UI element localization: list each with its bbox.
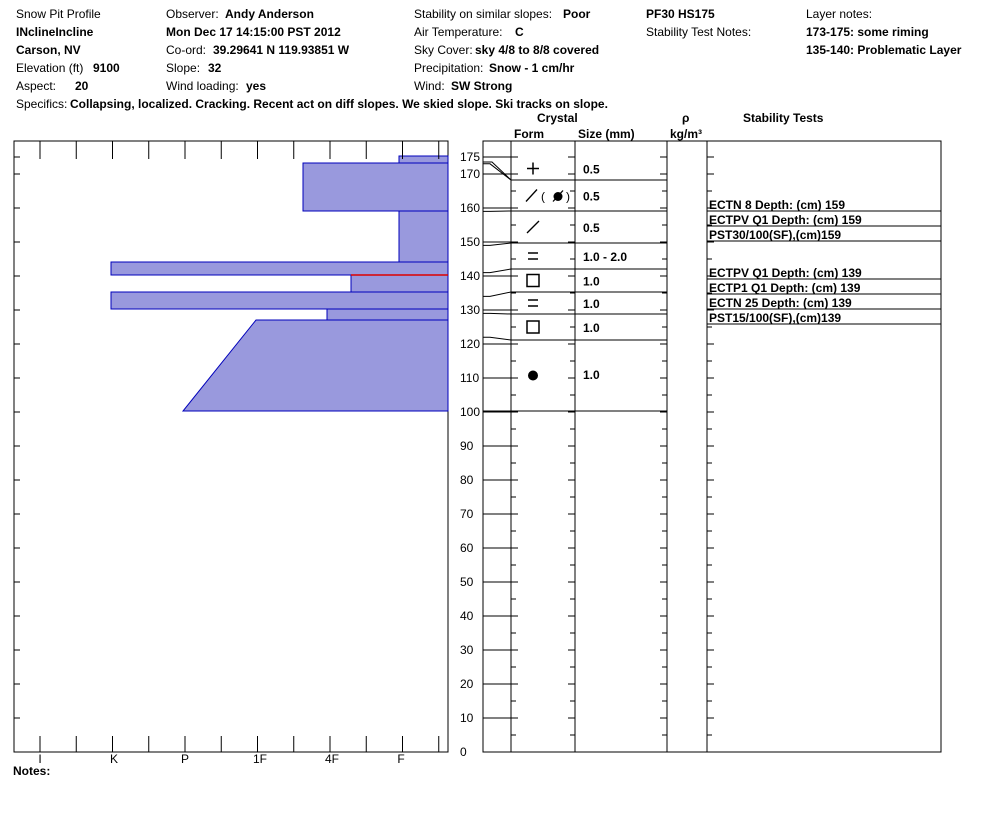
- crystal-size: 1.0: [583, 297, 600, 311]
- square-icon: [527, 321, 539, 333]
- stability-tests-header: Stability Tests: [743, 111, 824, 125]
- hardness-layer: [183, 320, 448, 411]
- specifics-label: Specifics:: [16, 97, 68, 111]
- layer-connector: [483, 243, 511, 245]
- stability-test: ECTN 25 Depth: (cm) 139: [709, 296, 852, 310]
- rho-unit-header: kg/m³: [670, 127, 703, 141]
- height-tick-label: 110: [460, 371, 480, 385]
- precip-value: Snow - 1 cm/hr: [489, 61, 575, 75]
- crystal-size: 0.5: [583, 162, 600, 177]
- aspect-value: 20: [75, 79, 89, 93]
- slash-paren-dot-icon: [526, 190, 570, 204]
- sky-label: Sky Cover:: [414, 43, 473, 57]
- elevation-label: Elevation (ft): [16, 61, 84, 75]
- crystal-header: Crystal: [537, 111, 578, 125]
- height-tick-label: 150: [460, 235, 481, 249]
- precip-label: Precipitation:: [414, 61, 484, 75]
- height-tick-label: 90: [460, 439, 474, 453]
- wind-label: Wind:: [414, 79, 445, 93]
- svg-text:(: (: [541, 189, 545, 204]
- height-tick-label: 160: [460, 201, 481, 215]
- size-header: Size (mm): [578, 127, 635, 141]
- height-tick-label: 130: [460, 303, 481, 317]
- slope-value: 32: [208, 61, 222, 75]
- plus-icon: [527, 163, 539, 175]
- dot-icon: [528, 371, 538, 381]
- air-temp-value: C: [515, 25, 524, 39]
- hardness-layer: [111, 292, 448, 309]
- layer-notes-label: Layer notes:: [806, 7, 873, 21]
- pf-hs: PF30 HS175: [646, 7, 715, 21]
- stability-test: ECTPV Q1 Depth: (cm) 139: [709, 266, 862, 280]
- crystal-size: 0.5: [583, 221, 600, 235]
- height-tick-label: 60: [460, 541, 474, 555]
- hardness-label: 4F: [324, 752, 340, 766]
- height-tick-label: 30: [460, 643, 474, 657]
- height-tick-label: 40: [460, 609, 474, 623]
- height-tick-label: 50: [460, 575, 474, 589]
- height-tick-label: 140: [460, 269, 481, 283]
- hardness-layer: [111, 262, 448, 275]
- stability-test: PST15/100(SF),(cm)139: [709, 311, 842, 325]
- crystal-size: 1.0: [583, 321, 600, 335]
- hardness-layer: [327, 309, 448, 320]
- height-tick-label: 120: [460, 337, 481, 351]
- slope-label: Slope:: [166, 61, 201, 75]
- stability-test: PST30/100(SF),(cm)159: [709, 228, 842, 242]
- form-header: Form: [514, 127, 544, 141]
- hardness-layer: [303, 163, 448, 211]
- observer-value: Andy Anderson: [225, 7, 314, 21]
- stability-label: Stability on similar slopes:: [414, 7, 553, 21]
- hardness-label: P: [180, 752, 190, 766]
- observer-label: Observer:: [166, 7, 219, 21]
- height-tick-label: 170: [460, 167, 481, 181]
- hardness-label: K: [109, 752, 119, 766]
- height-tick-label: 80: [460, 473, 474, 487]
- location: INclineIncline: [16, 25, 94, 39]
- region: Carson, NV: [16, 43, 81, 57]
- equals-icon: [528, 300, 538, 306]
- stability-notes-label: Stability Test Notes:: [646, 25, 752, 39]
- height-tick-label: 10: [460, 711, 474, 725]
- hardness-label: 1F: [252, 752, 268, 766]
- height-tick-label: 175: [460, 150, 481, 164]
- height-tick-label: 70: [460, 507, 474, 521]
- hardness-ticks: [40, 141, 439, 752]
- hardness-label: F: [397, 752, 405, 766]
- stability-test: ECTN 8 Depth: (cm) 159: [709, 198, 846, 212]
- layer-connector: [483, 292, 511, 296]
- wind-loading-label: Wind loading:: [166, 79, 239, 93]
- slash-icon: [527, 221, 539, 233]
- hardness-profile: [111, 156, 448, 411]
- wind-value: SW Strong: [451, 79, 513, 93]
- crystal-size: 1.0: [583, 368, 600, 382]
- svg-text:): ): [566, 189, 570, 204]
- hardness-axis: [38, 752, 404, 766]
- layer-note: 173-175: some riming: [806, 25, 929, 39]
- equals-icon: [528, 253, 538, 259]
- height-axis: [14, 150, 714, 759]
- profile-title: Snow Pit Profile: [16, 7, 101, 21]
- stability-test: ECTPV Q1 Depth: (cm) 159: [709, 213, 862, 227]
- datetime: Mon Dec 17 14:15:00 PST 2012: [166, 25, 341, 39]
- height-tick-label: 0: [460, 745, 467, 759]
- height-tick-label: 20: [460, 677, 474, 691]
- notes-label: Notes:: [13, 764, 51, 778]
- layer-connector: [483, 269, 511, 273]
- layer-connector: [483, 313, 511, 314]
- elevation-value: 9100: [93, 61, 120, 75]
- hardness-layer: [399, 211, 448, 262]
- specifics-value: Collapsing, localized. Cracking. Recent act on diff slopes. We skied slope. Ski tracks on slope.: [70, 97, 608, 111]
- wind-loading-value: yes: [246, 79, 267, 93]
- stability-test: ECTP1 Q1 Depth: (cm) 139: [709, 281, 861, 295]
- stability-tests: [707, 198, 941, 325]
- hardness-layer: [351, 275, 448, 292]
- layer-note: 135-140: Problematic Layer: [806, 43, 962, 57]
- height-tick-label: 100: [460, 405, 481, 419]
- hardness-layer: [399, 156, 448, 163]
- hardness-label: I: [38, 752, 42, 766]
- coord-label: Co-ord:: [166, 43, 207, 57]
- rho-header: ρ: [682, 111, 690, 125]
- crystal-size: 1.0: [583, 274, 600, 289]
- crystal-size: 0.5: [583, 189, 600, 204]
- crystal-size: 1.0 - 2.0: [583, 250, 628, 264]
- sky-value: sky 4/8 to 8/8 covered: [475, 43, 600, 57]
- square-icon: [527, 275, 539, 287]
- layer-connector: [483, 337, 511, 340]
- hardness-frame: [14, 141, 448, 752]
- coord-value: 39.29641 N 119.93851 W: [213, 43, 350, 57]
- air-temp-label: Air Temperature:: [414, 25, 503, 39]
- aspect-label: Aspect:: [16, 79, 57, 93]
- stability-value: Poor: [563, 7, 591, 21]
